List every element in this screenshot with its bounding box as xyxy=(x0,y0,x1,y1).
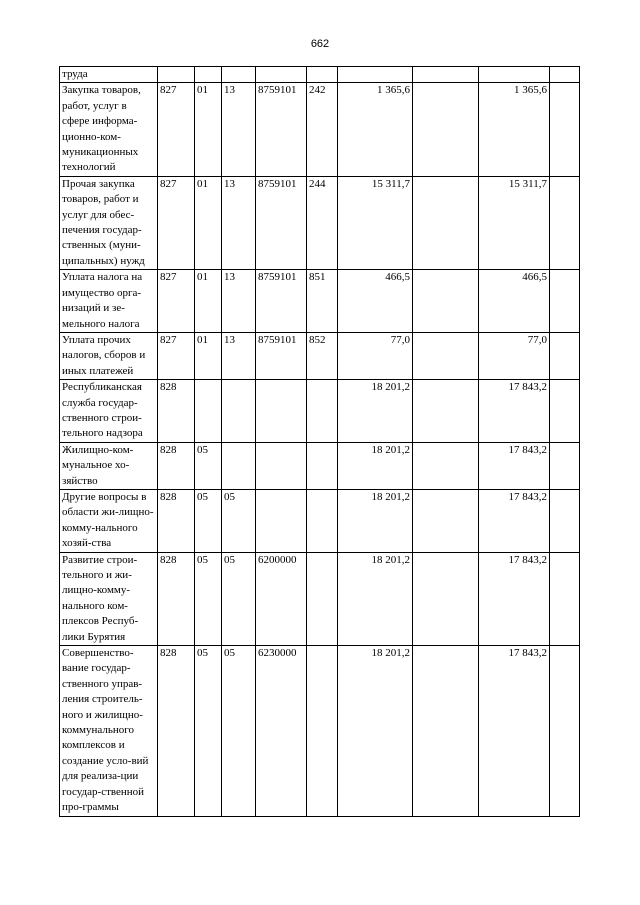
subsection-code-cell: 05 xyxy=(222,646,256,816)
amount-total-cell: 1 365,6 xyxy=(338,83,413,176)
table-row xyxy=(60,552,580,645)
item-name-cell: Закупка товаров, работ, услуг в сфере информа-ционно-ком-муникационных технологий xyxy=(60,83,158,176)
department-code-cell: 828 xyxy=(158,380,195,443)
expense-type-cell xyxy=(307,552,338,645)
amount-col2-cell xyxy=(413,380,479,443)
item-name-cell: Жилищно-ком-мунальное хо-зяйство xyxy=(60,442,158,489)
amount-total-cell: 18 201,2 xyxy=(338,489,413,552)
amount-col2-cell xyxy=(413,270,479,333)
table-row xyxy=(60,67,580,83)
section-code-cell: 01 xyxy=(195,176,222,269)
target-article-cell xyxy=(256,67,307,83)
section-code-cell: 01 xyxy=(195,332,222,379)
amount-col4-cell xyxy=(550,67,580,83)
amount-col4-cell xyxy=(550,489,580,552)
target-article-cell xyxy=(256,489,307,552)
item-name-cell: Республиканская служба государ-ственного строи-тельного надзора xyxy=(60,380,158,443)
table-row xyxy=(60,176,580,269)
target-article-cell xyxy=(256,442,307,489)
department-code-cell: 828 xyxy=(158,489,195,552)
expense-type-cell: 851 xyxy=(307,270,338,333)
department-code-cell: 828 xyxy=(158,646,195,816)
amount-col4-cell xyxy=(550,646,580,816)
item-name-cell: Уплата прочих налогов, сборов и иных платежей xyxy=(60,332,158,379)
table-row xyxy=(60,332,580,379)
expense-type-cell xyxy=(307,380,338,443)
subsection-code-cell: 13 xyxy=(222,332,256,379)
amount-col2-cell xyxy=(413,489,479,552)
amount-total-cell: 15 311,7 xyxy=(338,176,413,269)
amount-col3-cell: 17 843,2 xyxy=(479,489,550,552)
item-name-cell: Совершенство-вание государ-ственного управ-ления строитель-ного и жилищно-коммунального комплексов и создание усло-вий для реализа-ции государ-ственной про-граммы xyxy=(60,646,158,816)
amount-col3-cell: 17 843,2 xyxy=(479,552,550,645)
amount-col2-cell xyxy=(413,552,479,645)
subsection-code-cell: 13 xyxy=(222,83,256,176)
amount-total-cell: 18 201,2 xyxy=(338,442,413,489)
table-row xyxy=(60,270,580,333)
item-name-cell: Другие вопросы в области жи-лищно-комму-нального хозяй-ства xyxy=(60,489,158,552)
department-code-cell xyxy=(158,67,195,83)
subsection-code-cell: 05 xyxy=(222,489,256,552)
amount-col2-cell xyxy=(413,442,479,489)
expense-type-cell: 242 xyxy=(307,83,338,176)
expense-type-cell: 852 xyxy=(307,332,338,379)
budget-table xyxy=(59,66,580,817)
section-code-cell xyxy=(195,67,222,83)
amount-total-cell xyxy=(338,67,413,83)
item-name-cell: труда xyxy=(60,67,158,83)
subsection-code-cell: 13 xyxy=(222,176,256,269)
subsection-code-cell xyxy=(222,380,256,443)
target-article-cell xyxy=(256,380,307,443)
expense-type-cell xyxy=(307,67,338,83)
section-code-cell: 01 xyxy=(195,270,222,333)
amount-col2-cell xyxy=(413,646,479,816)
department-code-cell: 828 xyxy=(158,442,195,489)
department-code-cell: 828 xyxy=(158,552,195,645)
amount-col3-cell: 466,5 xyxy=(479,270,550,333)
target-article-cell: 8759101 xyxy=(256,332,307,379)
amount-col4-cell xyxy=(550,442,580,489)
table-row xyxy=(60,489,580,552)
amount-col4-cell xyxy=(550,176,580,269)
amount-col3-cell: 15 311,7 xyxy=(479,176,550,269)
expense-type-cell xyxy=(307,489,338,552)
amount-col4-cell xyxy=(550,552,580,645)
table-row xyxy=(60,83,580,176)
amount-col4-cell xyxy=(550,270,580,333)
section-code-cell: 05 xyxy=(195,442,222,489)
amount-col3-cell: 17 843,2 xyxy=(479,380,550,443)
amount-total-cell: 18 201,2 xyxy=(338,646,413,816)
amount-col4-cell xyxy=(550,83,580,176)
amount-total-cell: 18 201,2 xyxy=(338,380,413,443)
subsection-code-cell xyxy=(222,67,256,83)
subsection-code-cell xyxy=(222,442,256,489)
amount-total-cell: 77,0 xyxy=(338,332,413,379)
department-code-cell: 827 xyxy=(158,270,195,333)
amount-col3-cell: 1 365,6 xyxy=(479,83,550,176)
target-article-cell: 6230000 xyxy=(256,646,307,816)
department-code-cell: 827 xyxy=(158,332,195,379)
expense-type-cell xyxy=(307,442,338,489)
section-code-cell xyxy=(195,380,222,443)
table-row xyxy=(60,442,580,489)
target-article-cell: 6200000 xyxy=(256,552,307,645)
department-code-cell: 827 xyxy=(158,83,195,176)
amount-total-cell: 466,5 xyxy=(338,270,413,333)
item-name-cell: Прочая закупка товаров, работ и услуг для обес-печения государ-ственных (муни-ципальных) нужд xyxy=(60,176,158,269)
subsection-code-cell: 13 xyxy=(222,270,256,333)
amount-col2-cell xyxy=(413,83,479,176)
item-name-cell: Развитие строи-тельного и жи-лищно-комму-нального ком-плексов Респуб-лики Бурятия xyxy=(60,552,158,645)
target-article-cell: 8759101 xyxy=(256,176,307,269)
section-code-cell: 05 xyxy=(195,552,222,645)
table-row xyxy=(60,646,580,816)
table-row xyxy=(60,380,580,443)
amount-total-cell: 18 201,2 xyxy=(338,552,413,645)
amount-col2-cell xyxy=(413,67,479,83)
amount-col3-cell: 17 843,2 xyxy=(479,442,550,489)
amount-col3-cell: 17 843,2 xyxy=(479,646,550,816)
page-number: 662 xyxy=(310,38,330,50)
amount-col2-cell xyxy=(413,176,479,269)
section-code-cell: 01 xyxy=(195,83,222,176)
amount-col2-cell xyxy=(413,332,479,379)
expense-type-cell xyxy=(307,646,338,816)
section-code-cell: 05 xyxy=(195,646,222,816)
expense-type-cell: 244 xyxy=(307,176,338,269)
amount-col4-cell xyxy=(550,380,580,443)
department-code-cell: 827 xyxy=(158,176,195,269)
amount-col4-cell xyxy=(550,332,580,379)
target-article-cell: 8759101 xyxy=(256,83,307,176)
item-name-cell: Уплата налога на имущество орга-низаций и зе-мельного налога xyxy=(60,270,158,333)
section-code-cell: 05 xyxy=(195,489,222,552)
amount-col3-cell: 77,0 xyxy=(479,332,550,379)
target-article-cell: 8759101 xyxy=(256,270,307,333)
amount-col3-cell xyxy=(479,67,550,83)
subsection-code-cell: 05 xyxy=(222,552,256,645)
